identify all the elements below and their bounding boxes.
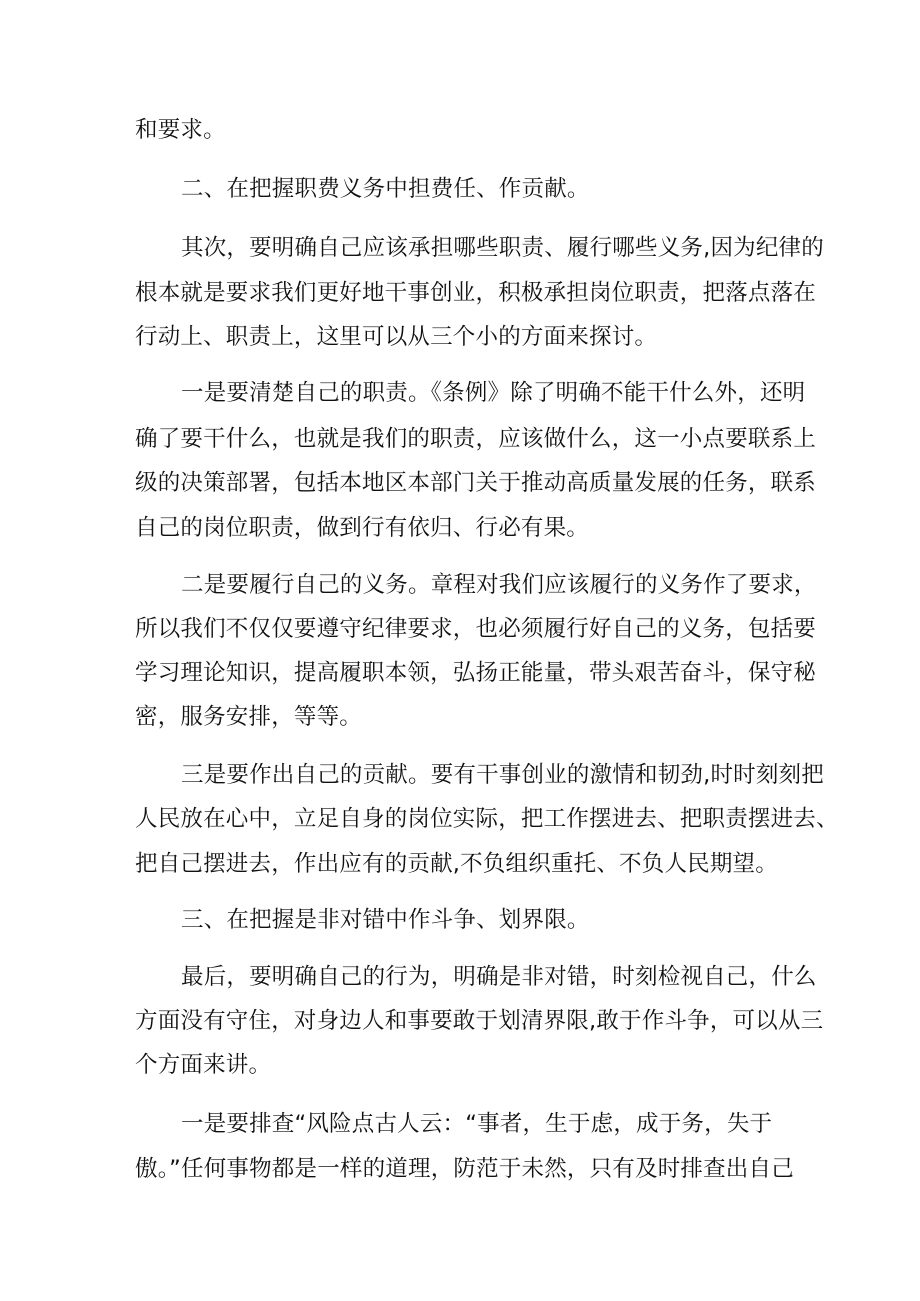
- text-line: 其次，要明确自己应该承担哪些职责、履行哪些义务,因为纪律的: [181, 235, 824, 261]
- text-line: 方面没有守住，对身边人和事要敢于划清界限,敢于作斗争，可以从三: [135, 1008, 824, 1034]
- text-line: 个方面来讲。: [135, 1052, 272, 1078]
- text-line: 所以我们不仅仅要遵守纪律要求，也必须履行好自己的义务，包括要: [135, 616, 817, 642]
- text-line: 傲。”任何事物都是一样的道理，防范于未然，只有及时排查出自己: [135, 1156, 794, 1182]
- text-line: 一是要清楚自己的职责。《条例》除了明确不能干什么外，还明: [181, 380, 806, 406]
- text-line: 行动上、职责上，这里可以从三个小的方面来探讨。: [135, 324, 658, 350]
- text-line: 密，服务安排，等等。: [135, 704, 363, 730]
- text-line: 把自己摆进去，作出应有的贡献,不负组织重托、不负人民期望。: [135, 851, 778, 877]
- text-line: 最后，要明确自己的行为，明确是非对错，时刻检视自己，什么: [181, 964, 817, 990]
- text-line: 级的决策部署，包括本地区本部门关于推动高质量发展的任务，联系: [135, 470, 817, 496]
- text-line: 二是要履行自己的义务。章程对我们应该履行的义务作了要求，: [181, 572, 817, 598]
- text-line: 根本就是要求我们更好地干事创业，积极承担岗位职责，把落点落在: [135, 280, 817, 306]
- text-line: 和要求。: [135, 117, 226, 143]
- text-line: 学习理论知识，提高履职本领，弘扬正能量，带头艰苦奋斗，保守秘: [135, 660, 817, 686]
- text-line: 一是要排查“风险点古人云：“事者，生于虑，成于务，失于: [181, 1111, 773, 1137]
- section-heading-2: 二、在把握职费义务中担费任、作贡献。: [181, 176, 590, 202]
- text-line: 确了要干什么，也就是我们的职责，应该做什么，这一小点要联系上: [135, 426, 817, 452]
- section-heading-3: 三、在把握是非对错中作斗争、划界限。: [181, 907, 590, 933]
- text-line: 自己的岗位职责，做到行有依归、行必有果。: [135, 515, 590, 541]
- text-line: 人民放在心中，立足自身的岗位实际，把工作摆进去、把职责摆进去、: [135, 806, 839, 832]
- text-line: 三是要作出自己的贡献。要有干事创业的激情和韧劲,时时刻刻把: [181, 762, 824, 788]
